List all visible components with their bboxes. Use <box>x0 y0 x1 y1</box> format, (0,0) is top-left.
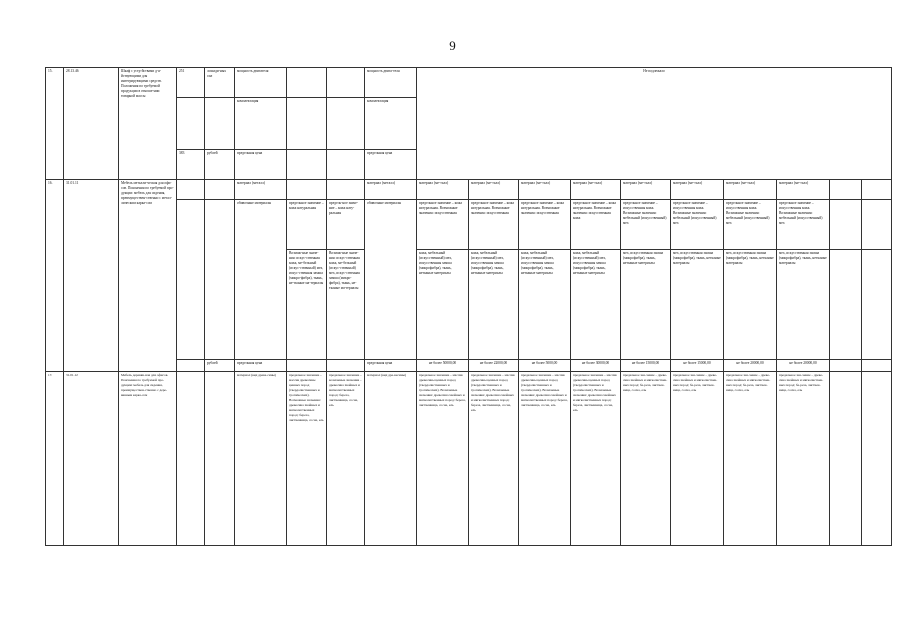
okpd-code: 31.01.12 <box>64 372 119 546</box>
characteristic: комплектация <box>235 98 287 150</box>
row-number: 15. <box>46 68 64 180</box>
characteristic-2: предельная цена <box>365 150 417 180</box>
okei-code: 251 <box>177 68 205 98</box>
characteristic: обивочные материалы <box>235 200 287 360</box>
unit-name: рублей <box>205 360 235 372</box>
characteristic-2: мощность двига-теля <box>365 68 417 98</box>
characteristic: материал (металл) <box>235 180 287 200</box>
row-number: 16. <box>46 180 64 372</box>
table-row: 17. 31.01.12 Мебель деревян-ная для офисов. Пояснения по требуемой про-дукции: мебель для сидения, преимуществен-ственно с дере-вянным карка-сом материал (вид древе-сины) предельное значение – массив древесины ценных пород (твердолиственных и тропических). Возможные значения: древесина хвойных и мягколиственных пород: береза, лиственница, сосна, ель предельное значение – возможные значения – древесина хвойных и мягколиственных пород: береза, лиственница, сосна, ель материал (вид дре-весины) предельное значение – массив древесины ценных пород (твердолиственных и тропических). Возможные значения: древесина хвойных и мягколиственных пород: береза, лиственница, сосна, ель предельное значение – массив древесины ценных пород (твердолиственных и тропических). Возможные значения: древесина хвойных и мягколиственных пород: береза, лиственница, сосна, ель предельное значение – массив древесины ценных пород (твердолиственных и тропических). Возможные значения: древесина хвойных и мягколиственных пород: береза, лиственница, сосна, ель предельное значение – массив древесины ценных пород (твердолиственных и тропических). Возможные значения: древесина хвойных и мягколиственных пород: береза, лиственница, сосна, ель предельное зна-чение – древе-сина хвойных и мягколиствен-ных пород: бе-реза, листвен-ница, сосна, ель предельное зна-чение – древе-сина хвойных и мягколиствен-ных пород: бе-реза, листвен-ница, сосна, ель предельное зна-чение – древе-сина хвойных и мягколиствен-ных пород: бе-реза, листвен-ница, сосна, ель предельное зна-чение – древе-сина хвойных и мягколиствен-ных пород: бе-реза, листвен-ница, сосна, ель <box>46 372 892 546</box>
unit-name: рублей <box>205 150 235 180</box>
characteristic-2: комплектация <box>365 98 417 150</box>
characteristic: мощность двигателя <box>235 68 287 98</box>
table-row <box>46 68 892 98</box>
okei-code: 383 <box>177 150 205 180</box>
okpd-code: 28.13.46 <box>64 68 119 180</box>
okpd-code: 31.01.11 <box>64 180 119 372</box>
page-number: 9 <box>449 38 456 53</box>
characteristic: материал (вид древе-сины) <box>235 372 287 546</box>
characteristic-2: материал (металл) <box>365 180 417 200</box>
product-name: Мебель металли-ческая для офи-сов. Пояснения по требуемой про-дукции: мебель для сидения, преимуществен-ственно с метал-лическим карка-сом <box>119 180 177 372</box>
product-name: Мебель деревян-ная для офисов. Пояснения по требуемой про-дукции: мебель для сидения, преимуществен-ственно с дере-вянным карка-сом <box>119 372 177 546</box>
not-applicable-note: Не подлежало <box>417 68 892 180</box>
characteristic: предельная цена <box>235 360 287 372</box>
characteristic-2: предельная цена <box>365 360 417 372</box>
characteristic-2: материал (вид дре-весины) <box>365 372 417 546</box>
table-row: рублей предельная цена предельная цена не более 50000,00 не более 22000,00 не более 5000,00 не более 30000,00 не более 15000,00 не более 15000,00 не более 20000,00 не более 20000,00 <box>46 360 892 372</box>
characteristic: предельная цена <box>235 150 287 180</box>
unit-name: лошади-ных сил <box>205 68 235 98</box>
table-row: обивочные материалы предельное значение – кожа натуральная предель-ное значе-ние – кожа нату-ральная обивочные материалы предельное значение – кожа натуральная. Возможные значения: искусственная предельное значение – кожа натуральная. Возможные значения: искусственная предельное значение – кожа натуральная. Возможные значения: искусственная предельное значение – кожа натуральная. Возможные значения: искусственная кожа предельное значение – искусственная кожа. Возможные значения: мебельный (искусственный) мех предельное значение – искусственная кожа. Возможные значения: мебельный (искусственный) мех предельное значение – искусственная кожа. Возможные значения: мебельный (искусственный) мех предельное значение – искусственная кожа. Возможные значения: мебельный (искусственный) мех <box>46 200 892 250</box>
characteristic-2: обивочные материалы <box>365 200 417 360</box>
requirements-table <box>45 67 892 546</box>
product-name: Шкаф с устр-йствами д-я-йствующими для интегрирующими средств. Положения по требуемой продукции в отноше-нии товарной массы <box>119 68 177 180</box>
table-row: Возмож-ные значе-ния: искус-ственная кожа, ме-бельный (искус-ственный) мех, искус-ственная замша (микро-фибра), ткань, не-тканые ма-териалы Возмож-ные значе-ния: искус-ственная кожа, ме-бельный (искус-ственный) мех, искус-ственная замша (микро-фибра), ткань, не-тканые ма-териалы кожа, мебельный (искусственный) мех, искусственная замша (микрофибра), ткань, нетканые материалы кожа, мебельный (искусственный) мех, искусственная замша (микрофибра), ткань, нетканые материалы кожа, мебельный (искусственный) мех, искусственная замша (микрофибра), ткань, нетканые материалы кожа, мебельный (искусственный) мех, искусственная замша (микрофибра), ткань, нетканые материалы мех, искусственная замша (микрофибра), ткань, нетканые материалы мех, искусственная замша (микрофибра), ткань, нетканые материалы мех, искусственная замша (микрофибра), ткань, нетканые материалы мех, искусственная замша (микрофибра), ткань, нетканые материалы <box>46 250 892 360</box>
table-row: 16. 31.01.11 Мебель металли-ческая для офи-сов. Пояснения по требуемой про-дукции: мебель для сидения, преимуществен-ственно с метал-лическим карка-сом материал (металл) материал (металл) материал (ме-талл) материал (ме-талл) материал (ме-талл) материал (ме-талл) материал (ме-талл) материал (ме-талл) материал (ме-талл) материал (ме-талл) <box>46 180 892 200</box>
row-number: 17. <box>46 372 64 546</box>
